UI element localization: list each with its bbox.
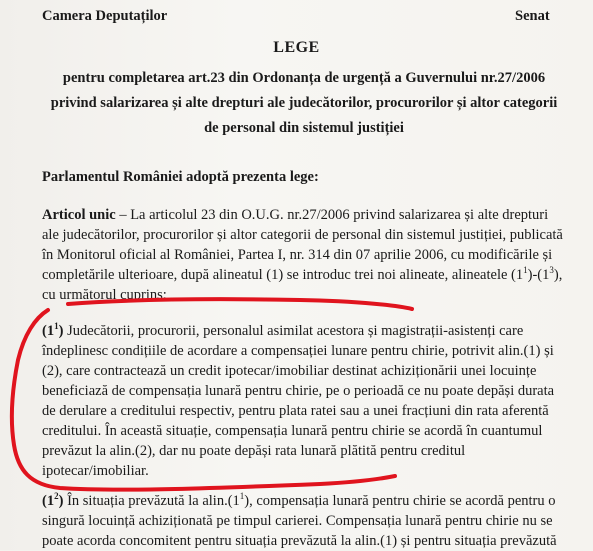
paragraph-1-1 — [42, 321, 587, 481]
paragraph-line: ipotecar/imobiliar. — [42, 463, 149, 479]
article-line: cu următorul cuprins: — [42, 287, 167, 303]
article-line: ale judecătorilor, procurorilor și altor categorii de personal din sistemul justiției, publicată — [42, 227, 563, 243]
paragraph-label: $(1^1)$ — [42, 321, 64, 339]
law-subtitle — [50, 66, 558, 141]
superscript: 1 — [239, 491, 245, 502]
paragraph-text: ), compensația lunară pentru chirie se acordă pentru o — [244, 493, 556, 509]
superscript: 3 — [549, 265, 554, 276]
article-line — [42, 265, 587, 285]
law-title: LEGE — [273, 39, 320, 56]
article-text: completările ulterioare, după alineatul (1) se introduc trei noi alineate, alineatele (1 — [42, 267, 524, 283]
paragraph-label: $(1^2)$ — [42, 491, 64, 509]
paragraph-line: singură locuință achiziționată pe timpul carierei. Compensația lunară pentru chirie nu se — [42, 513, 553, 529]
superscript: 1 — [523, 265, 528, 276]
paragraph-line: (2), care contractează un credit ipotecar/imobiliar destinat achiziționării unei locuințe — [42, 363, 537, 379]
subtitle-line: pentru completarea art.23 din Ordonanța de urgență a Guvernului nr.27/2006 — [62, 70, 546, 86]
subtitle-line: de personal din sistemul justiției — [204, 120, 404, 136]
paragraph-line — [42, 321, 587, 341]
adoption-statement: Parlamentul României adoptă prezenta lege: — [42, 169, 319, 185]
paragraph-line: poate acorda concomitent pentru situația prevăzută la alin.(1) și pentru situația prevăzută — [42, 533, 557, 549]
article-text: ), — [553, 267, 563, 283]
article-text: – La articolul 23 din O.U.G. nr.27/2006 privind salarizarea și alte drepturi — [115, 207, 549, 223]
subtitle-line: privind salarizarea și alte drepturi ale judecătorilor, procurorilor și altor categorii — [50, 95, 558, 111]
article-text: )-(1 — [527, 267, 550, 283]
paragraph-line: creditului. În această situație, compensația lunară pentru chirie se acordă în cuantumul — [42, 423, 543, 439]
paragraph-1-2 — [42, 491, 587, 551]
paragraph-line — [42, 491, 587, 511]
paragraph-line: de derulare a creditului respectiv, pentru plata ratei sau a unei fracțiuni din rata aferentă — [42, 403, 549, 419]
article-label: Articol unic — [42, 207, 116, 223]
article-line: în Monitorul oficial al României, Partea I, nr. 314 din 07 aprilie 2006, cu modificările și — [42, 247, 553, 263]
paragraph-text: În situația prevăzută la alin.(1 — [63, 493, 240, 509]
paragraph-line: beneficiază de compensația lunară pentru chirie, pe o perioadă ce nu poate depăși durata — [42, 383, 555, 399]
paragraph-line: prevăzut la alin.(2), dar nu poate depăși rata lunară plătită pentru creditul — [42, 443, 466, 459]
paragraph-text: Judecătorii, procurorii, personalul asimilat acestora și magistrații-asistenți care — [63, 323, 524, 339]
article-unic — [42, 205, 587, 305]
article-line — [42, 205, 587, 225]
paragraph-line: îndeplinesc condițiile de acordare a compensației lunare pentru chirie, potrivit alin.(1) și — [42, 343, 554, 359]
senate-name: Senat — [515, 8, 550, 24]
chamber-name: Camera Deputaților — [42, 8, 168, 24]
